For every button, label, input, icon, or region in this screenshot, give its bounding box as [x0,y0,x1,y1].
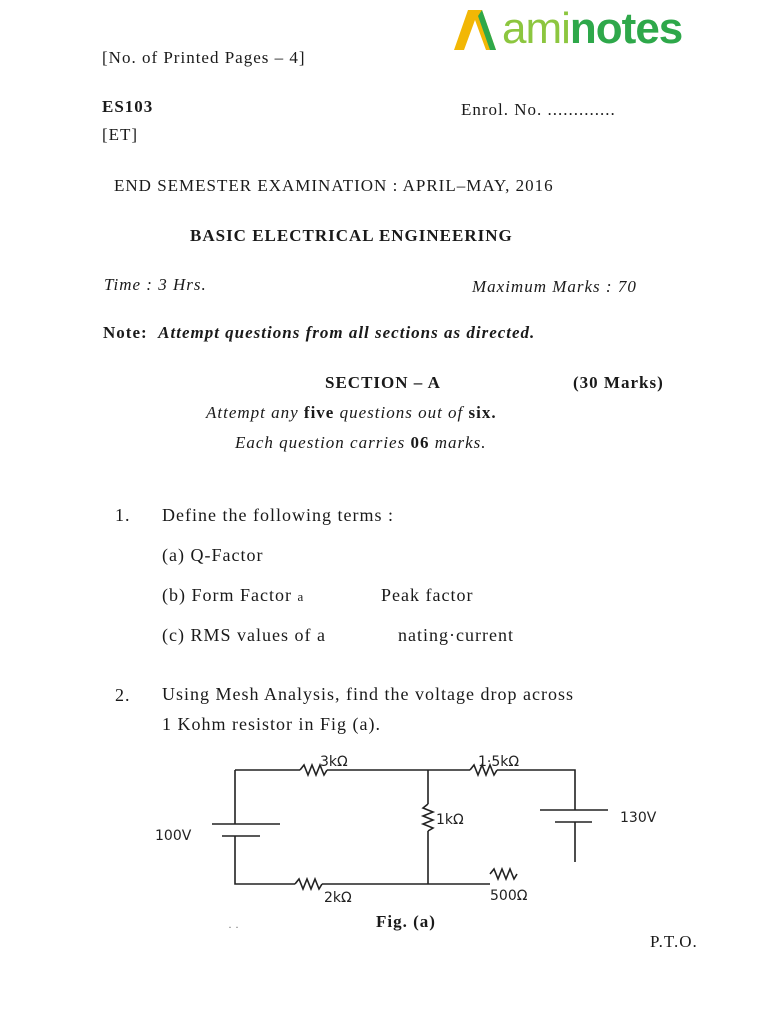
instruction-1-five: five [303,403,335,422]
label-1-5k: 1·5kΩ [478,754,520,770]
wire-left-lower [235,836,295,884]
paper-code: ES103 [102,97,154,116]
label-1k: 1kΩ [436,812,464,828]
question-1b-pre: (b) Form [162,585,235,605]
question-2-text-1: Using Mesh Analysis, find the voltage drop across [162,684,574,704]
note [103,323,535,343]
question-2-text-2: 1 Kohm resistor in Fig (a). [162,714,381,734]
resistor-500 [490,869,517,879]
resistor-2k [295,879,322,889]
question-1b [162,585,304,606]
label-2k: 2kΩ [324,890,352,906]
question-1-number: 1. [115,505,131,525]
section-marks: (30 Marks) [573,373,664,392]
exam-title: END SEMESTER EXAMINATION : APRIL–MAY, 2016 [114,176,554,195]
subject-title: BASIC ELECTRICAL ENGINEERING [190,226,513,245]
note-text: Attempt questions from all sections as directed. [158,323,536,342]
circuit-diagram [150,752,670,912]
question-2-number: 2. [115,685,131,705]
question-1c: (c) RMS values of a [162,625,326,645]
instruction-2-pre: Each question carries [235,433,406,452]
logo-wordmark [502,4,683,53]
section-instruction-2 [235,433,487,453]
branch: [ET] [102,125,139,144]
logo-part-notes: notes [569,4,683,53]
note-label: Note: [103,323,148,342]
question-1c-post: nating·current [398,625,514,645]
max-marks: Maximum Marks : 70 [472,277,637,296]
aminotes-mark-icon [452,6,498,52]
label-100v: 100V [155,828,192,844]
question-1b-fragment: a [297,589,305,604]
instruction-1-mid: questions out of [339,403,464,422]
pto: P.T.O. [650,932,698,951]
instruction-1-pre: Attempt any [206,403,299,422]
label-3k: 3kΩ [320,754,348,770]
section-instruction-1 [206,403,497,423]
resistor-1k [423,804,433,831]
figure-dots: · · [228,920,239,934]
instruction-2-post: marks. [434,433,487,452]
label-130v: 130V [620,810,657,826]
instruction-2-marks: 06 [410,433,430,452]
question-1b-mid: Factor [240,585,292,605]
instruction-1-six: six. [468,403,497,422]
wire-top-right-b [497,770,575,810]
label-500: 500Ω [490,888,528,904]
printed-pages: [No. of Printed Pages – 4] [102,48,306,67]
logo-part-ami: ami [502,4,570,53]
question-1-text: Define the following terms : [162,505,394,525]
question-1a: (a) Q-Factor [162,545,264,565]
figure-caption: Fig. (a) [376,912,436,931]
question-1b-post: Peak factor [381,585,474,605]
aminotes-logo [452,4,682,54]
section-title: SECTION – A [325,373,441,392]
enrolment-field: Enrol. No. ............. [461,100,616,119]
time-info: Time : 3 Hrs. [104,275,207,294]
